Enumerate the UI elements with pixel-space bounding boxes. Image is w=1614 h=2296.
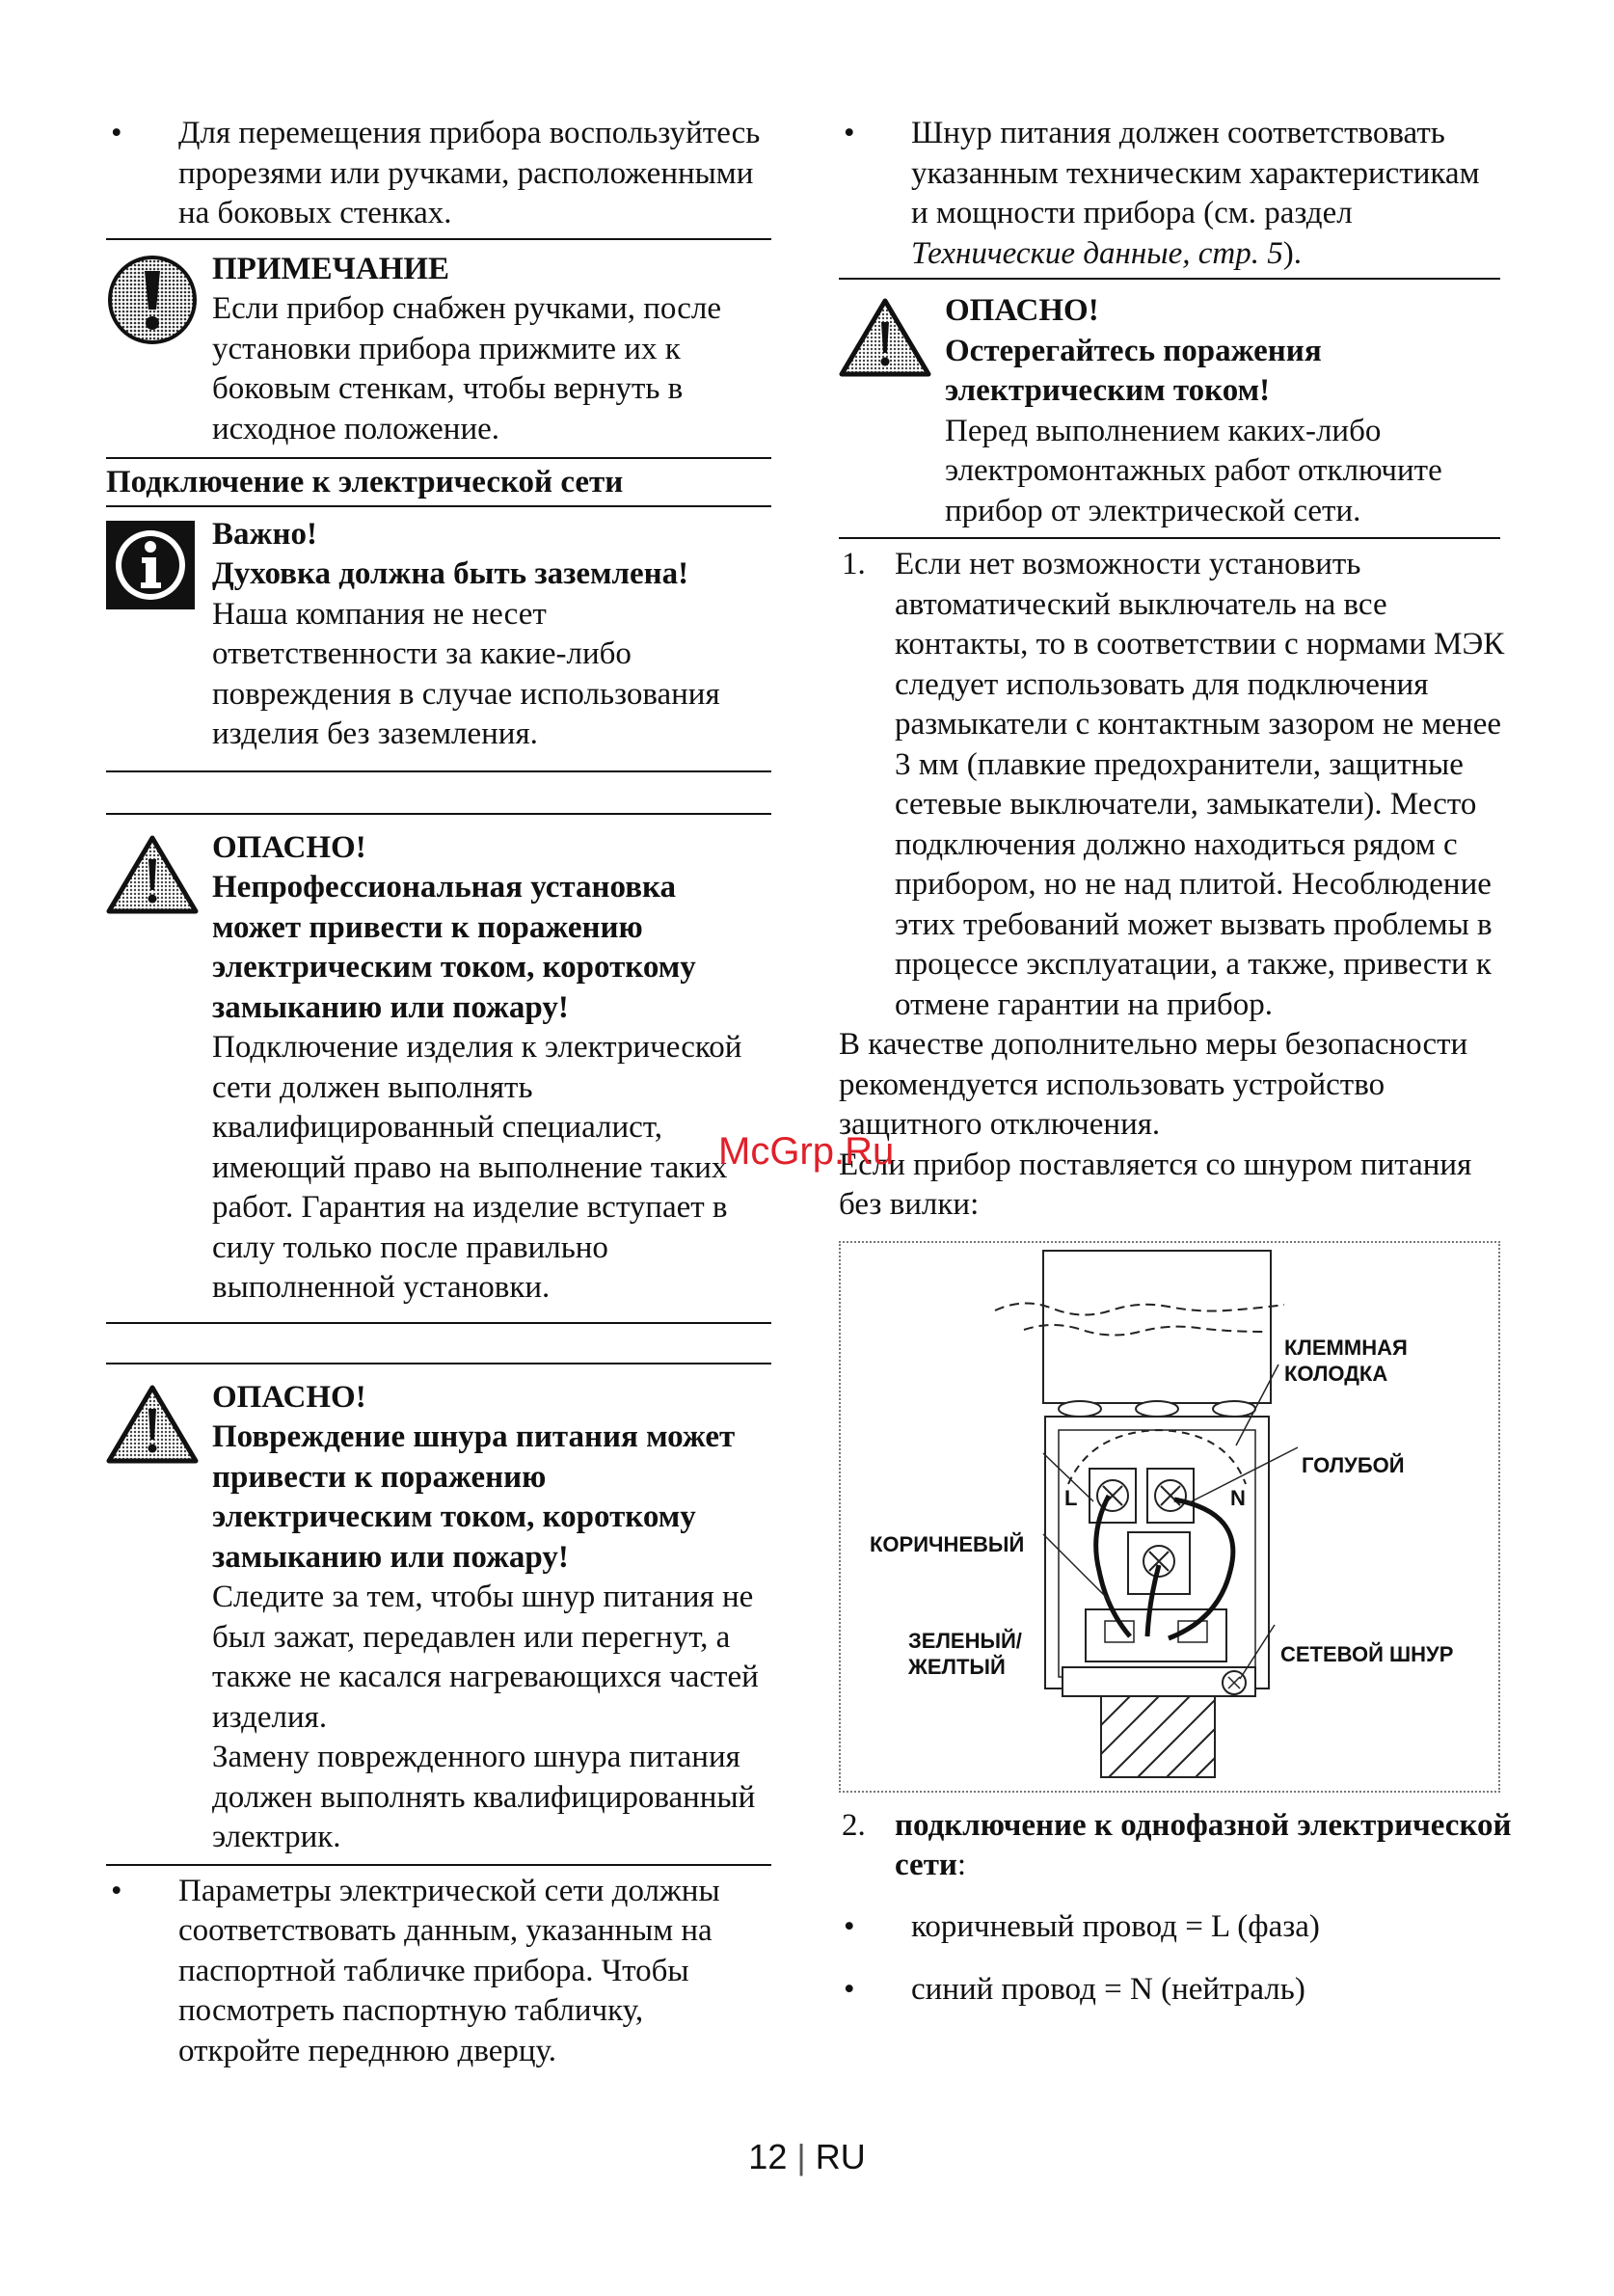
important-block (106, 515, 771, 755)
warning-triangle-icon (106, 1378, 212, 1476)
important-text: Наша компания не несет ответственности за какие-либо повреждения в случае использования изделия без заземления. (212, 596, 720, 751)
section-heading: Подключение к электрической сети (106, 465, 624, 500)
wiring-diagram-svg (841, 1243, 1498, 1791)
danger2-bold: Повреждение шнура питания может привести к поражению электрическим током, короткому замыканию или пожару! (212, 1419, 736, 1575)
bullet-brown-wire: • коричневый провод = L (фаза) (839, 1907, 1514, 1948)
list-item-1-number: 1. (842, 547, 866, 581)
terminal-l-label: L (1064, 1485, 1078, 1510)
warning-triangle-icon (839, 291, 945, 390)
danger1-text: Подключение изделия к электрической сети должен выполнять квалифицированный специалист, имеющий право на выполнение таких работ. Гарантия на изделие вступает в силу только после правильно выполненной установки. (212, 1030, 742, 1305)
label-power-cord: СЕТЕВОЙ ШНУР (1280, 1641, 1454, 1666)
danger1-bold: Непрофессиональная установка может привести к поражению электрическим током, короткому замыканию или пожару! (212, 870, 696, 1025)
list-item-2-number: 2. (842, 1807, 866, 1843)
label-terminal-block-1: КЛЕММНАЯ (1284, 1335, 1408, 1360)
warning-triangle-icon (106, 828, 212, 927)
danger-right-text: Перед выполнением каких-либо электромонтажных работ отключите прибор от электрической сети. (945, 413, 1442, 528)
paragraph-no-plug: Если прибор поставляется со шнуром питания без вилки: (839, 1147, 1472, 1222)
danger-block-1 (106, 828, 771, 1309)
language-code: RU (815, 2137, 866, 2176)
divider (106, 1322, 771, 1324)
label-green-yellow-1: ЗЕЛЕНЫЙ/ (908, 1628, 1022, 1653)
list-item-2 (839, 1806, 1514, 1886)
danger2-text2: Замену поврежденного шнура питания должен выполнять квалифицированный электрик. (212, 1740, 756, 1854)
bullet-cord-link: Технические данные, стр. 5 (911, 235, 1283, 271)
watermark: McGrp.Ru (718, 1130, 895, 1173)
list-item-2-bold: подключение к однофазной электрической сети (895, 1807, 1512, 1882)
danger-right-bold: Остерегайтесь поражения электрическим током! (945, 333, 1322, 408)
danger-right-title: ОПАСНО! (945, 293, 1099, 328)
divider (839, 537, 1500, 539)
label-blue: ГОЛУБОЙ (1302, 1452, 1405, 1477)
important-bold: Духовка должна быть заземлена! (212, 556, 689, 591)
paragraph-rcd: В качестве дополнительно меры безопасности рекомендуется использовать устройство защитного отключения. (839, 1027, 1468, 1142)
danger2-text1: Следите за тем, чтобы шнур питания не был зажат, передавлен или перегнут, а также не касался нагревающихся частей изделия. (212, 1580, 759, 1735)
right-column (839, 114, 1514, 2011)
left-column (106, 114, 771, 2071)
list-item-1 (839, 545, 1514, 1025)
divider (106, 1864, 771, 1866)
note-block (106, 250, 771, 450)
bullet-blue-wire: • синий провод = N (нейтраль) (839, 1970, 1514, 2011)
important-title: Важно! (212, 516, 317, 552)
divider (106, 813, 771, 815)
divider (106, 1363, 771, 1364)
page-footer (0, 2137, 1614, 2177)
bullet-moving: • Для перемещения прибора воспользуйтесь прорезями или ручками, расположенными на боковых стенках. (106, 114, 771, 234)
list-item-1-text: Если нет возможности установить автоматический выключатель на все контакты, то в соответствии с нормами МЭК следует использовать для подключения размыкатели с контактным зазором не менее 3 мм (плавкие предохранители, защитные сетевые выключатели, замыкатели). Место подключения должно находиться рядом с прибором, но не над плитой. Несоблюдение этих требований может вызвать проблемы в процессе эксплуатации, а также, привести к отмене гарантии на прибор. (895, 547, 1505, 1022)
bullet-cord-end: ). (1282, 235, 1302, 271)
list-item-2-end: : (956, 1848, 967, 1882)
note-title: ПРИМЕЧАНИЕ (212, 251, 450, 286)
info-icon (106, 515, 212, 621)
danger-block-2 (106, 1378, 771, 1858)
wiring-diagram (839, 1241, 1500, 1793)
label-brown: КОРИЧНЕВЫЙ (870, 1531, 1025, 1556)
page-number: 12 (748, 2137, 788, 2176)
bullet-cord (839, 114, 1514, 274)
divider (106, 238, 771, 240)
danger1-title: ОПАСНО! (212, 829, 366, 865)
note-text: Если прибор снабжен ручками, после установки прибора прижмите их к боковым стенкам, чтобы вернуть в исходное положение. (212, 291, 722, 446)
terminal-n-label: N (1230, 1485, 1246, 1510)
divider (839, 278, 1500, 280)
danger2-title: ОПАСНО! (212, 1379, 366, 1415)
label-terminal-block-2: КОЛОДКА (1284, 1361, 1388, 1386)
divider (106, 505, 771, 507)
bullet-params: • Параметры электрической сети должны соответствовать данным, указанным на паспортной табличке прибора. Чтобы посмотреть паспортную табличку, откройте переднюю дверцу. (106, 1872, 771, 2072)
bullet-cord-text: Шнур питания должен соответствовать указанным техническим характеристикам и мощности прибора (см. раздел (911, 116, 1480, 230)
footer-separator: | (796, 2137, 806, 2176)
exclamation-circle-icon (106, 250, 212, 360)
danger-block-right (839, 291, 1514, 531)
label-green-yellow-2: ЖЕЛТЫЙ (908, 1654, 1006, 1679)
divider (106, 770, 771, 772)
